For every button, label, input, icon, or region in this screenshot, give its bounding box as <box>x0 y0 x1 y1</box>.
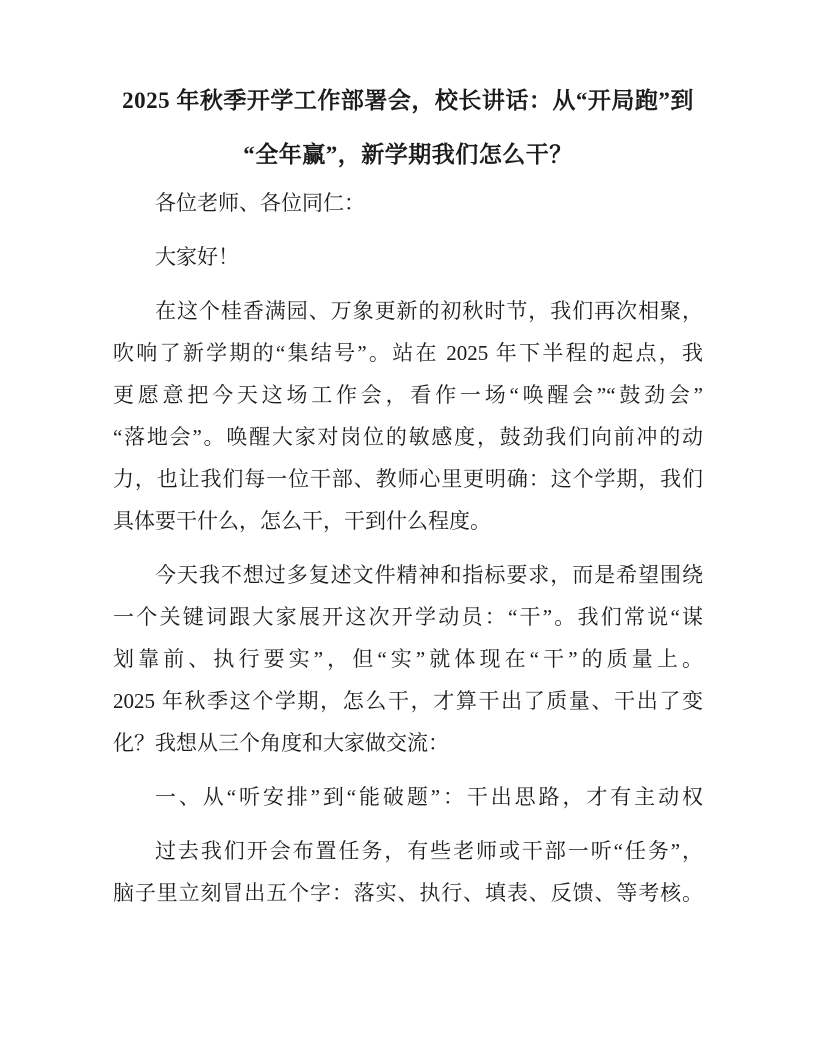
document-content <box>113 74 703 914</box>
greeting-line: 大家好！ <box>155 245 239 269</box>
salutation-line: 各位老师、各位同仁： <box>155 191 365 215</box>
text-line: 具体要干什么，怎么干，干到什么程度。 <box>113 509 491 533</box>
title-line-1: 2025 年秋季开学工作部署会，校长讲话：从“开局跑”到 <box>122 88 694 113</box>
text-line: 更愿意把今天这场工作会，看作一场“唤醒会”“鼓劲会” <box>113 383 703 407</box>
text-line: 化？我想从三个角度和大家做交流： <box>113 731 449 755</box>
document-title <box>113 74 703 182</box>
paragraph-salutation <box>113 182 703 224</box>
text-line: “落地会”。唤醒大家对岗位的敏感度，鼓劲我们向前冲的动 <box>113 425 703 449</box>
paragraph-section-heading <box>113 776 703 818</box>
text-line: 脑子里立刻冒出五个字：落实、执行、填表、反馈、等考核。 <box>113 881 703 905</box>
text-line: 力，也让我们每一位干部、教师心里更明确：这个学期，我们 <box>113 467 703 491</box>
paragraph-greeting <box>113 236 703 278</box>
text-line: 划靠前、执行要实”，但“实”就体现在“干”的质量上。 <box>113 647 703 671</box>
paragraph-opening <box>113 290 703 542</box>
title-line-2: “全年赢”，新学期我们怎么干？ <box>243 142 573 167</box>
paragraph-keyword <box>113 554 703 764</box>
paragraph-section-body <box>113 830 703 914</box>
text-line: 今天我不想过多复述文件精神和指标要求，而是希望围绕 <box>155 563 703 587</box>
section-heading: 一、从“听安排”到“能破题”：干出思路，才有主动权 <box>155 785 703 809</box>
text-line: 在这个桂香满园、万象更新的初秋时节，我们再次相聚， <box>155 299 703 323</box>
text-line: 2025 年秋季这个学期，怎么干，才算干出了质量、干出了变 <box>113 689 703 713</box>
text-line: 吹响了新学期的“集结号”。站在 2025 年下半程的起点，我 <box>113 341 703 365</box>
text-line: 一个关键词跟大家展开这次开学动员：“干”。我们常说“谋 <box>113 605 703 629</box>
text-line: 过去我们开会布置任务，有些老师或干部一听“任务”， <box>155 839 703 863</box>
